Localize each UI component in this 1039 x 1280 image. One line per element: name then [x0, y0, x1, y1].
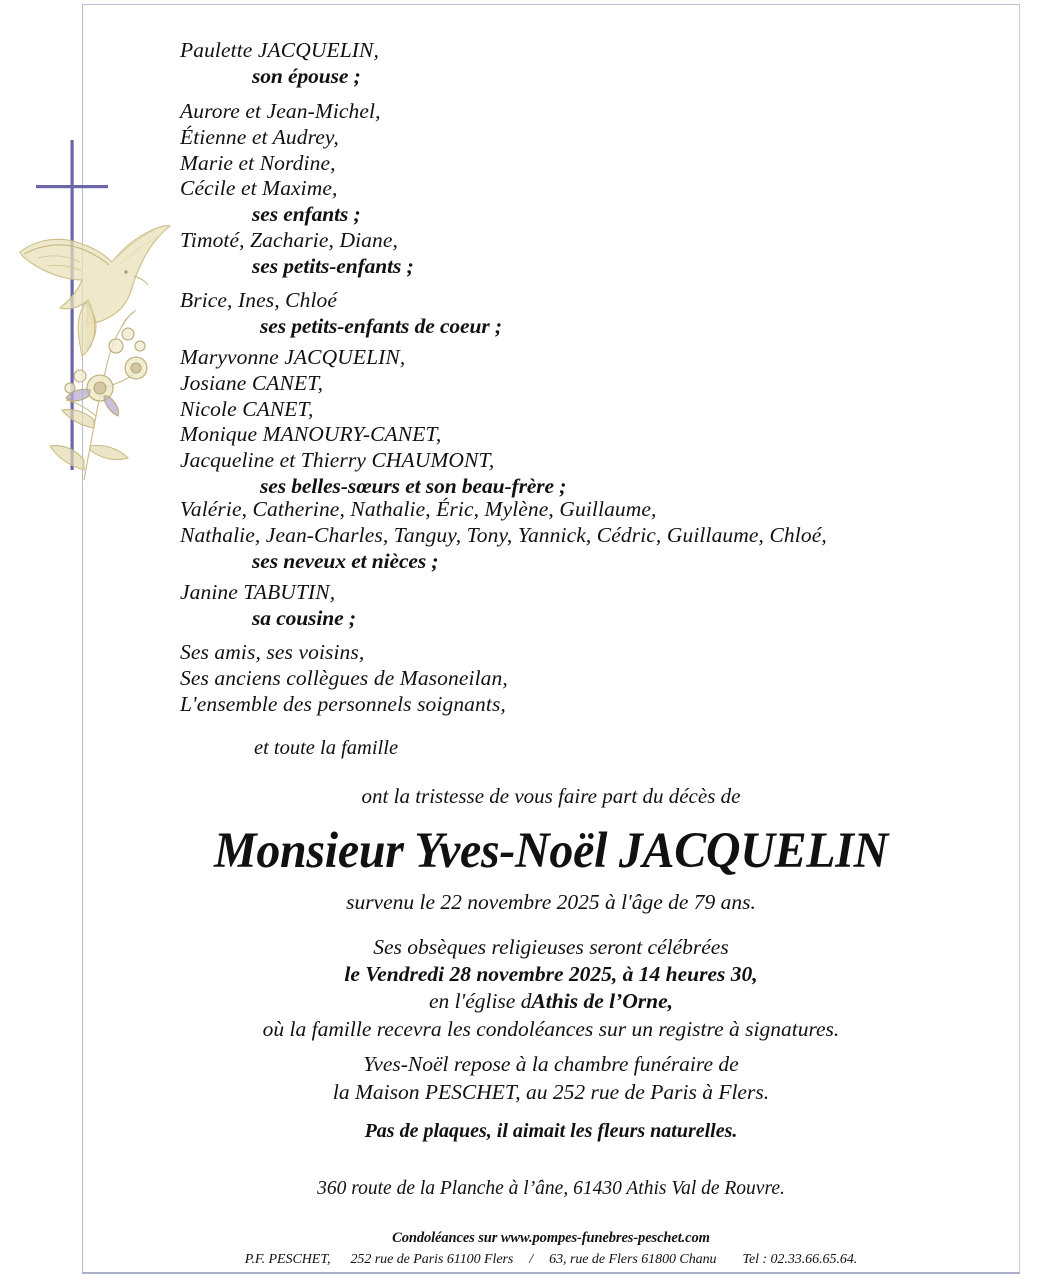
family-address: 360 route de la Planche à l’âne, 61430 Athis Val de Rouvre.: [317, 1178, 785, 1199]
funeral-home-phone: Tel : 02.33.66.65.64.: [742, 1252, 858, 1267]
family-block-siblings-in-law: [180, 345, 566, 500]
family-relation-label: ses belles-sœurs et son beau-frère ;: [260, 473, 567, 498]
ceremony-register-note: où la famille recevra les condoléances sur un registre à signatures.: [262, 1016, 840, 1041]
colleagues-line: Ses anciens collègues de Masoneilan,: [180, 665, 508, 690]
funeral-home-address-1: 252 rue de Paris 61100 Flers: [350, 1252, 514, 1267]
address-separator: /: [529, 1252, 534, 1267]
ceremony-details: [82, 934, 1020, 1043]
family-relation-label: sa cousine ;: [252, 605, 356, 630]
family-block-cousin: [180, 580, 356, 632]
family-name-line: Nathalie, Jean-Charles, Tanguy, Tony, Yannick, Cédric, Guillaume, Chloé,: [180, 522, 827, 547]
family-block-grandchildren-of-heart: [180, 288, 502, 340]
ceremony-church-name: Athis de l’Orne,: [531, 989, 674, 1014]
family-relation-label: son épouse ;: [252, 63, 361, 88]
family-block-spouse: [180, 38, 379, 90]
caregivers-line: L'ensemble des personnels soignants,: [180, 691, 506, 716]
funeral-home-name: P.F. PESCHET,: [244, 1252, 331, 1267]
ceremony-datetime: le Vendredi 28 novembre 2025, à 14 heures 30,: [344, 962, 758, 987]
family-name-line: Josiane CANET,: [180, 370, 324, 395]
funeral-home-footer: [82, 1252, 1020, 1268]
family-relation-label: ses petits-enfants de coeur ;: [260, 313, 502, 338]
family-name-line: Nicole CANET,: [180, 396, 314, 421]
family-name-line: Étienne et Audrey,: [180, 124, 339, 149]
family-block-nephews-nieces: [180, 497, 827, 574]
family-name-line: Jacqueline et Thierry CHAUMONT,: [180, 448, 495, 473]
ceremony-line-1: Ses obsèques religieuses seront célébrées: [373, 935, 729, 959]
family-relation-label: ses enfants ;: [252, 202, 361, 227]
repose-line-1: Yves-Noël repose à la chambre funéraire de: [363, 1052, 739, 1076]
family-block-friends-colleagues: [180, 640, 508, 717]
family-name-line: Janine TABUTIN,: [180, 580, 336, 604]
deceased-name: Monsieur Yves-Noël JACQUELIN: [213, 823, 888, 879]
family-name-line: Timoté, Zacharie, Diane,: [180, 228, 398, 252]
family-name-line: Monique MANOURY-CANET,: [180, 422, 442, 447]
funeral-home-address-2: 63, rue de Flers 61800 Chanu: [549, 1252, 717, 1267]
repose-location: [82, 1051, 1020, 1106]
family-block-children: [180, 99, 381, 228]
family-name-line: Marie et Nordine,: [180, 150, 336, 175]
family-relation-label: ses neveux et nièces ;: [252, 548, 439, 573]
condolences-website[interactable]: Condoléances sur www.pompes-funebres-peschet.com: [392, 1230, 710, 1246]
friends-line: Ses amis, ses voisins,: [180, 640, 365, 664]
repose-line-2: la Maison PESCHET, au 252 rue de Paris à Flers.: [332, 1079, 770, 1104]
announcement-intro: ont la tristesse de vous faire part du décès de: [361, 784, 741, 808]
whole-family-line: et toute la famille: [254, 737, 399, 759]
family-block-grandchildren: [180, 228, 414, 280]
family-name-line: Maryvonne JACQUELIN,: [180, 345, 406, 369]
flowers-note: Pas de plaques, il aimait les fleurs naturelles.: [364, 1120, 738, 1142]
family-name-line: Valérie, Catherine, Nathalie, Éric, Mylène, Guillaume,: [180, 497, 657, 521]
family-name-line: Brice, Ines, Chloé: [180, 288, 338, 312]
family-name-line: Paulette JACQUELIN,: [180, 38, 379, 62]
family-relation-label: ses petits-enfants ;: [252, 253, 414, 278]
family-name-line: Cécile et Maxime,: [180, 176, 338, 201]
death-date-line: survenu le 22 novembre 2025 à l'âge de 79 ans.: [346, 890, 756, 914]
family-name-line: Aurore et Jean-Michel,: [180, 99, 381, 123]
ceremony-church-prefix: en l'église d: [428, 989, 532, 1014]
